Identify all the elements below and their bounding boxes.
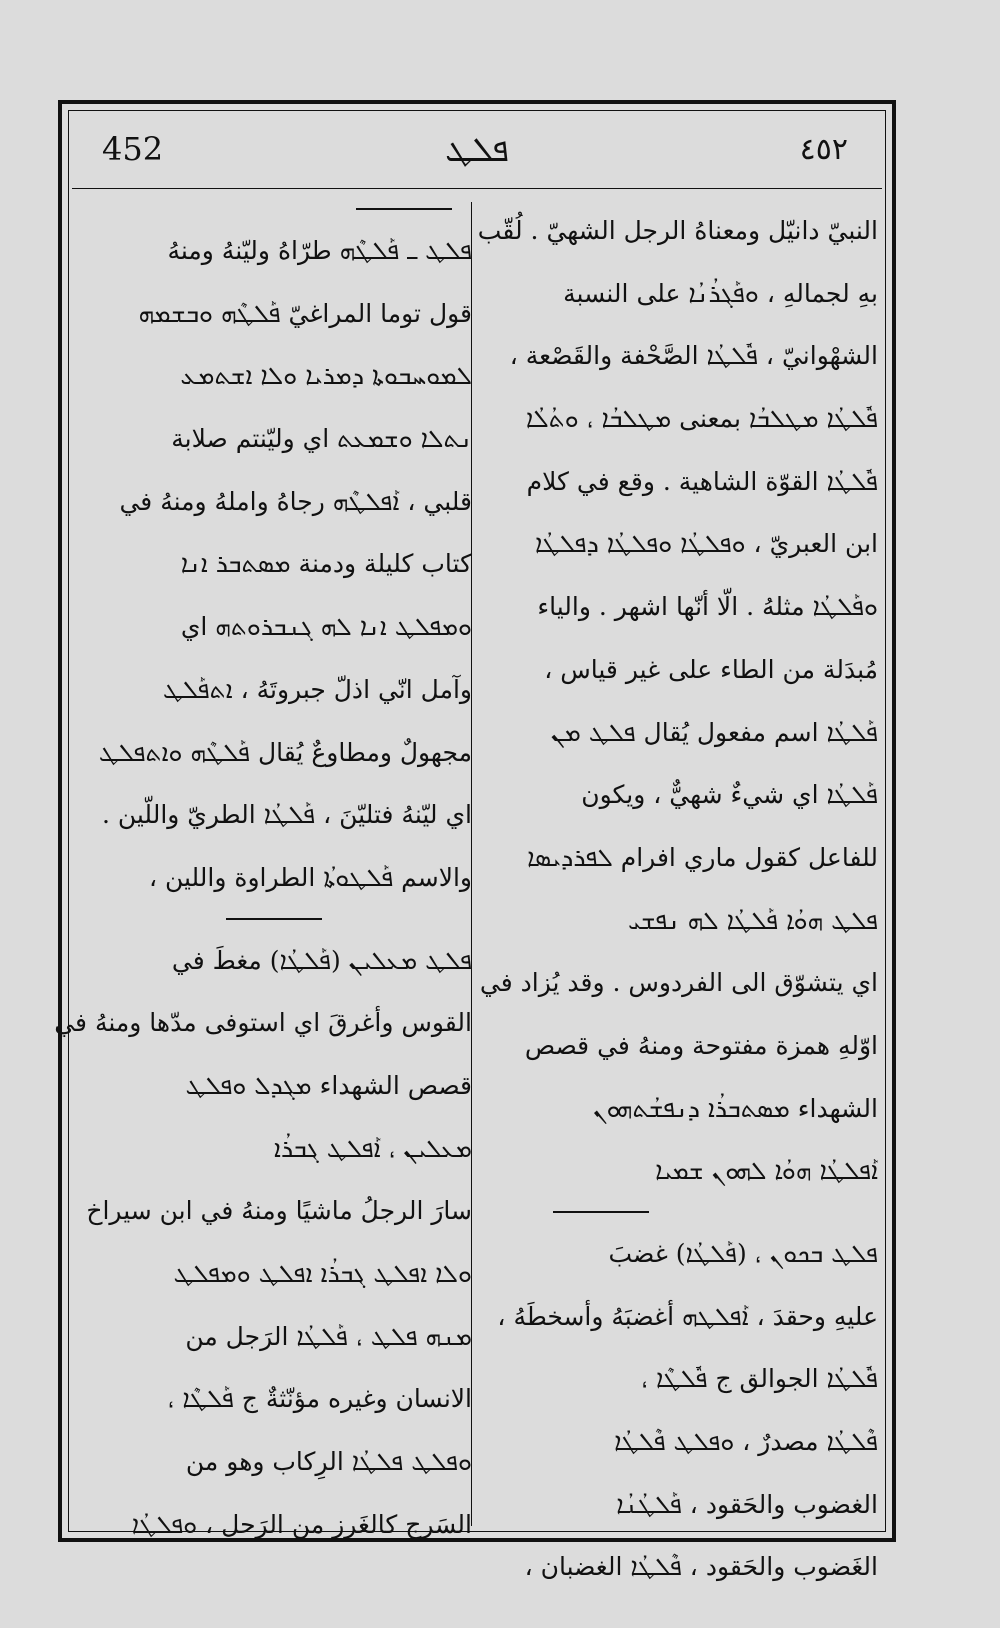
text-line: الانسان وغيره مؤنّثةٌ ج ܦܰܠܛܶܐ ، bbox=[167, 1384, 472, 1414]
text-line: الشهداء ܡܣܬܒܪܳܐ ܕܢܦܫܳܬܗܘܢ bbox=[592, 1093, 878, 1123]
text-line: قلبي ، ܐܰܦܠܛܶܗ رجاهُ واملهُ ومنهُ في bbox=[119, 486, 472, 516]
text-line: ܡܥܠܝܢ ، ܐܰܦܠܛ ܓܒܪܳܐ bbox=[273, 1133, 472, 1163]
right-column bbox=[477, 200, 878, 1582]
entry-separator bbox=[76, 910, 472, 930]
text-line: ܦܶܠܛܳܐ مصدرٌ ، ܘܦܠܛ ܦܶܠܛܳܐ bbox=[614, 1427, 878, 1457]
text-line: اي يتشوّق الى الفردوس . وقد يُزاد في bbox=[479, 968, 878, 998]
text-line: ܘܦܰܠܛܳܐ مثلهُ . الّا أنّها اشهر . والياء bbox=[537, 592, 878, 622]
text-line: ܘܡܦܠܛ ܐܢܐ ܠܗ ܓܢܒܪܘܬܗ اي bbox=[180, 612, 472, 642]
text-line: قول توما المراغيّ ܦܰܠܛܶܗ ܘܒܫܡܗ bbox=[138, 298, 472, 328]
page-number-arabic: ٤٥٢ bbox=[799, 132, 848, 167]
running-head: ܦܠܛ bbox=[445, 130, 509, 170]
text-line: ابن العبريّ ، ܘܦܠܛܳܐ ܘܦܠܛܳܐ ܕܦܠܛܳܐ bbox=[534, 529, 878, 559]
text-line: ܢܬܠܐ ܘܫܡܥܬ اي وليّنتم صلابة bbox=[171, 424, 472, 454]
text-line: ܦܽܠܛܳܐ القوّة الشاهية . وقع في كلام bbox=[526, 466, 878, 496]
text-line: الشهْوانيّ ، ܦܽܠܛܳܐ الصَّحْفة والقَصْعة ، bbox=[509, 341, 878, 371]
text-line: كتاب كليلة ودمنة ܡܣܬܒܪ ܐܢܐ bbox=[180, 549, 472, 579]
text-line: اي ليّنهُ فتليّنَ ، ܦܰܠܛܳܐ الطريّ واللّين . bbox=[101, 800, 472, 830]
entry-headword-line: ܦܠܛ ـ ܦܰܠܛܶܗ طرّاهُ وليّنهُ ومنهُ bbox=[167, 236, 472, 265]
text-line: عليهِ وحقدَ ، ܐܰܦܠܛܗ أغضبَهُ وأسخطَهُ ، bbox=[497, 1301, 878, 1331]
entry-headword-line: ܦܠܛ ܒܟܘܢ ، (ܦܰܠܛܳܐ) غضبَ bbox=[608, 1239, 878, 1268]
entry-separator bbox=[482, 1203, 878, 1223]
text-line: النبيّ دانيّل ومعناهُ الرجل الشهيّ . لُقّب bbox=[477, 216, 878, 245]
page-frame bbox=[54, 100, 896, 1582]
text-line: قصص الشهداء ܡܓܕܠ ܘܦܠܛ bbox=[185, 1070, 472, 1100]
text-line: سارَ الرجلُ ماشيًا ومنهُ في ابن سيراخ bbox=[86, 1196, 472, 1226]
text-line: مجهولٌ ومطاوعٌ يُقال ܦܰܠܛܶܗ ܘܐܬܦܠܛ bbox=[98, 737, 472, 767]
entry-separator bbox=[76, 200, 472, 220]
text-line: ܦܽܠܛܳܐ الجوالق ج ܦܽܠܛܶܐ ، bbox=[641, 1364, 878, 1394]
left-column bbox=[54, 200, 472, 1539]
text-line: ܦܠܛ ܗܘܳܐ ܦܰܠܛܳܐ ܠܗ ܢܦܫܝ bbox=[628, 905, 878, 935]
text-line: القوس وأغرقَ اي استوفى مدّها ومنهُ في bbox=[54, 1008, 472, 1038]
text-line: ܦܰܠܛܳܐ اسم مفعول يُقال ܦܠܛ ܡܢ bbox=[550, 717, 878, 747]
text-line: الغضوب والحَقود ، ܦܰܠܛܳܢܳܐ bbox=[616, 1489, 878, 1519]
text-line: ܘܦܠܛ ܦܠܛܳܐ الرِكاب وهو من bbox=[185, 1447, 472, 1477]
text-line: ܐܰܦܠܛܳܐ ܗܘܳܐ ܠܗܘܢ ܫܡܝܐ bbox=[655, 1156, 878, 1186]
header-rule bbox=[72, 188, 882, 189]
text-line: للفاعل كقول ماري افرام ܠܦܪܕܝܣܐ bbox=[527, 842, 878, 872]
text-line: ܡܢܗ ܦܠܛ ، ܦܰܠܛܳܐ الرَجل من bbox=[185, 1321, 472, 1351]
text-line: ܘܠܐ ܐܦܠܛ ܓܒܪܳܐ ܐܦܠܛ ܘܡܦܠܛ bbox=[173, 1259, 472, 1288]
text-line: وآمل انّي اذلّ جبروتَهُ ، ܐܬܦܰܠܛ bbox=[162, 674, 472, 704]
text-line: والاسم ܦܰܠܛܘܬܳܐ الطراوة واللين ، bbox=[148, 862, 472, 892]
page-number-latin: 452 bbox=[102, 130, 164, 168]
text-line: بهِ لجمالهِ ، ܘܦܰܓܪܳܢܳܐ على النسبة bbox=[563, 278, 878, 308]
text-line: مُبدَلة من الطاء على غير قياس ، bbox=[544, 654, 878, 684]
text-line: اوّلهِ همزة مفتوحة ومنهُ في قصص bbox=[524, 1030, 878, 1060]
entry-headword-line: ܦܠܛ ܡܥܠܝܢ (ܦܰܠܛܳܐ) مغطَ في bbox=[171, 945, 472, 975]
text-line: ܦܽܠܛܳܐ ܡܛܠܒܳܐ بمعنى ܡܛܠܒܳܐ ، ܘܬܳܠܳܐ bbox=[525, 404, 878, 434]
text-line: الغَضوب والحَقود ، ܦܶܠܛܳܐ الغضبان ، bbox=[524, 1552, 878, 1582]
text-line: ܠܡܘܚܒܘܬܐ ܕܡܪܝܐ ܘܠܐ ܐܫܬܡܥ bbox=[180, 361, 472, 391]
text-line: السَرج كالغَرز من الرَحل ، ܘܦܠܛܳܐ bbox=[131, 1509, 472, 1539]
page-header bbox=[62, 126, 892, 176]
text-line: ܦܰܠܛܳܐ اي شيءٌ شهيٌّ ، ويكون bbox=[581, 780, 878, 810]
